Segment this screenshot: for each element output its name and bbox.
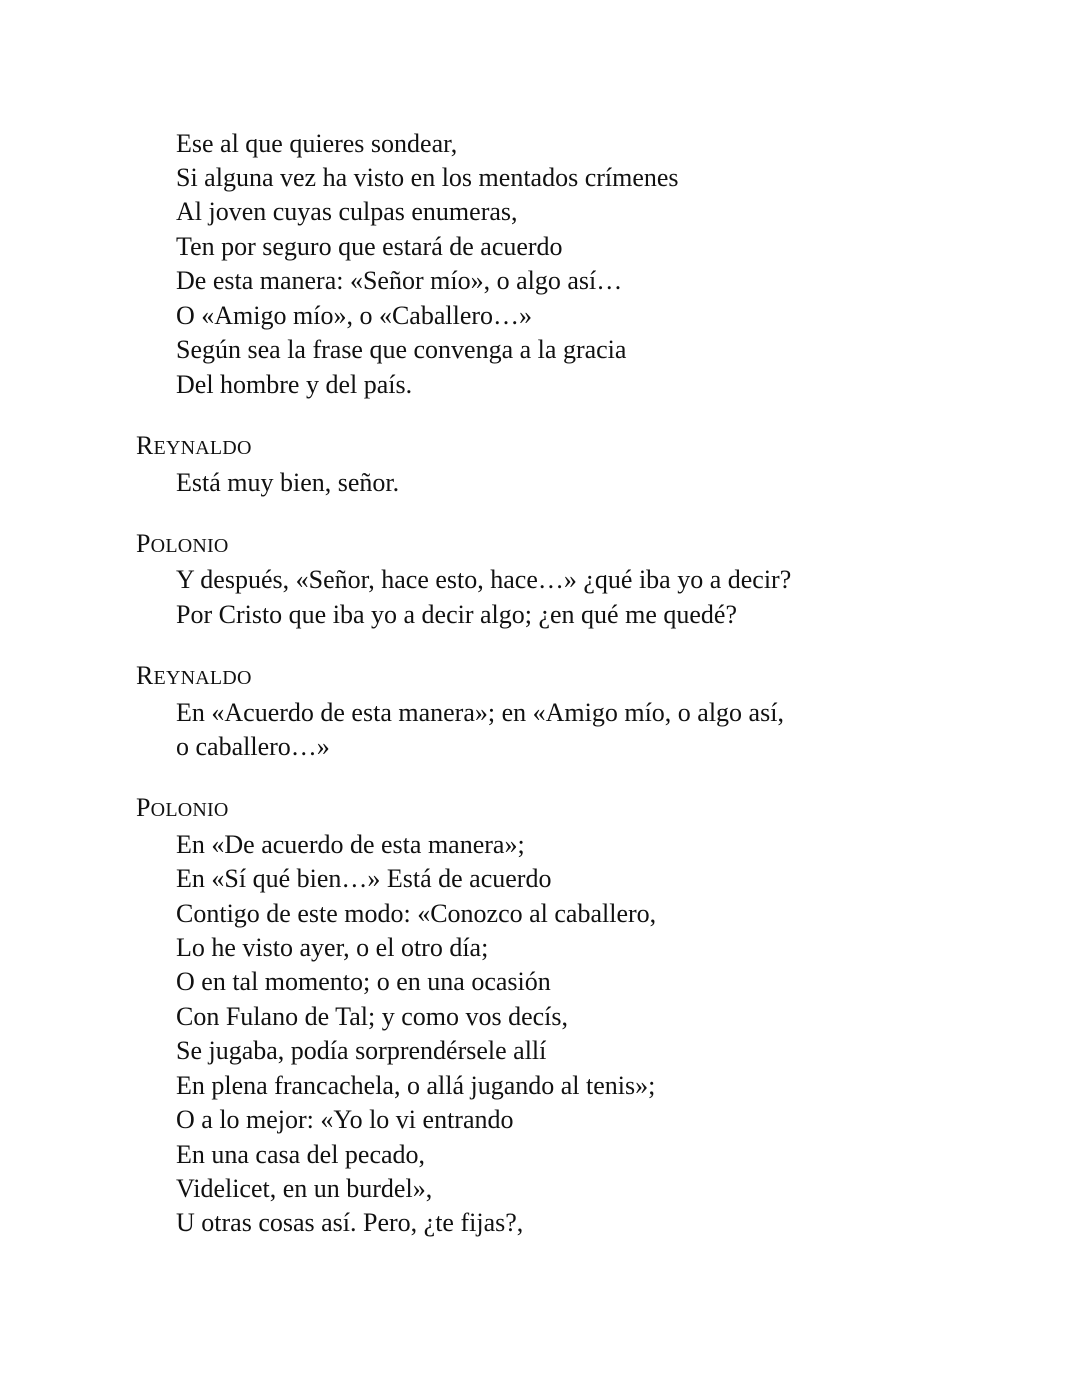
speaker-rest: OLONIO xyxy=(150,535,229,557)
verse-line: U otras cosas así. Pero, ¿te fijas?, xyxy=(176,1208,524,1237)
verse-line: Contigo de este modo: «Conozco al caballero, xyxy=(176,899,657,928)
speaker-rest: EYNALDO xyxy=(153,437,252,459)
verse-line: Está muy bien, señor. xyxy=(176,468,400,497)
verse-line: En plena francachela, o allá jugando al tenis»; xyxy=(176,1071,656,1100)
verse-line: De esta manera: «Señor mío», o algo así… xyxy=(176,266,623,295)
verse-line: Lo he visto ayer, o el otro día; xyxy=(176,933,489,962)
verse-line: Por Cristo que iba yo a decir algo; ¿en qué me quedé? xyxy=(176,600,737,629)
speaker-rest: OLONIO xyxy=(150,799,229,821)
verse-line: Si alguna vez ha visto en los mentados crímenes xyxy=(176,163,679,192)
verse-line: Ese al que quieres sondear, xyxy=(176,129,458,158)
verse-line: En «Sí qué bien…» Está de acuerdo xyxy=(176,864,552,893)
verse-line: O a lo mejor: «Yo lo vi entrando xyxy=(176,1105,514,1134)
verse-line: En una casa del pecado, xyxy=(176,1140,426,1169)
verse-line: Y después, «Señor, hace esto, hace…» ¿qué iba yo a decir? xyxy=(176,565,792,594)
speaker-initial: R xyxy=(136,661,154,690)
verse-line: Se jugaba, podía sorprendérsele allí xyxy=(176,1036,547,1065)
speaker-name xyxy=(136,431,252,463)
verse-line: Del hombre y del país. xyxy=(176,370,413,399)
verse-line: Con Fulano de Tal; y como vos decís, xyxy=(176,1002,568,1031)
speaker-initial: P xyxy=(136,793,151,822)
speaker-initial: R xyxy=(136,431,154,460)
speaker-name xyxy=(136,529,229,561)
speaker-name xyxy=(136,661,252,693)
speaker-rest: EYNALDO xyxy=(153,667,252,689)
speaker-initial: P xyxy=(136,529,151,558)
verse-line: Ten por seguro que estará de acuerdo xyxy=(176,232,563,261)
verse-line: o caballero…» xyxy=(176,732,330,761)
verse-line: En «De acuerdo de esta manera»; xyxy=(176,830,525,859)
verse-line: O «Amigo mío», o «Caballero…» xyxy=(176,301,533,330)
verse-line: O en tal momento; o en una ocasión xyxy=(176,967,551,996)
verse-line: Según sea la frase que convenga a la gracia xyxy=(176,335,627,364)
verse-line: Al joven cuyas culpas enumeras, xyxy=(176,197,518,226)
verse-line: Videlicet, en un burdel», xyxy=(176,1174,433,1203)
verse-line: En «Acuerdo de esta manera»; en «Amigo mío, o algo así, xyxy=(176,698,784,727)
speaker-name xyxy=(136,793,229,825)
